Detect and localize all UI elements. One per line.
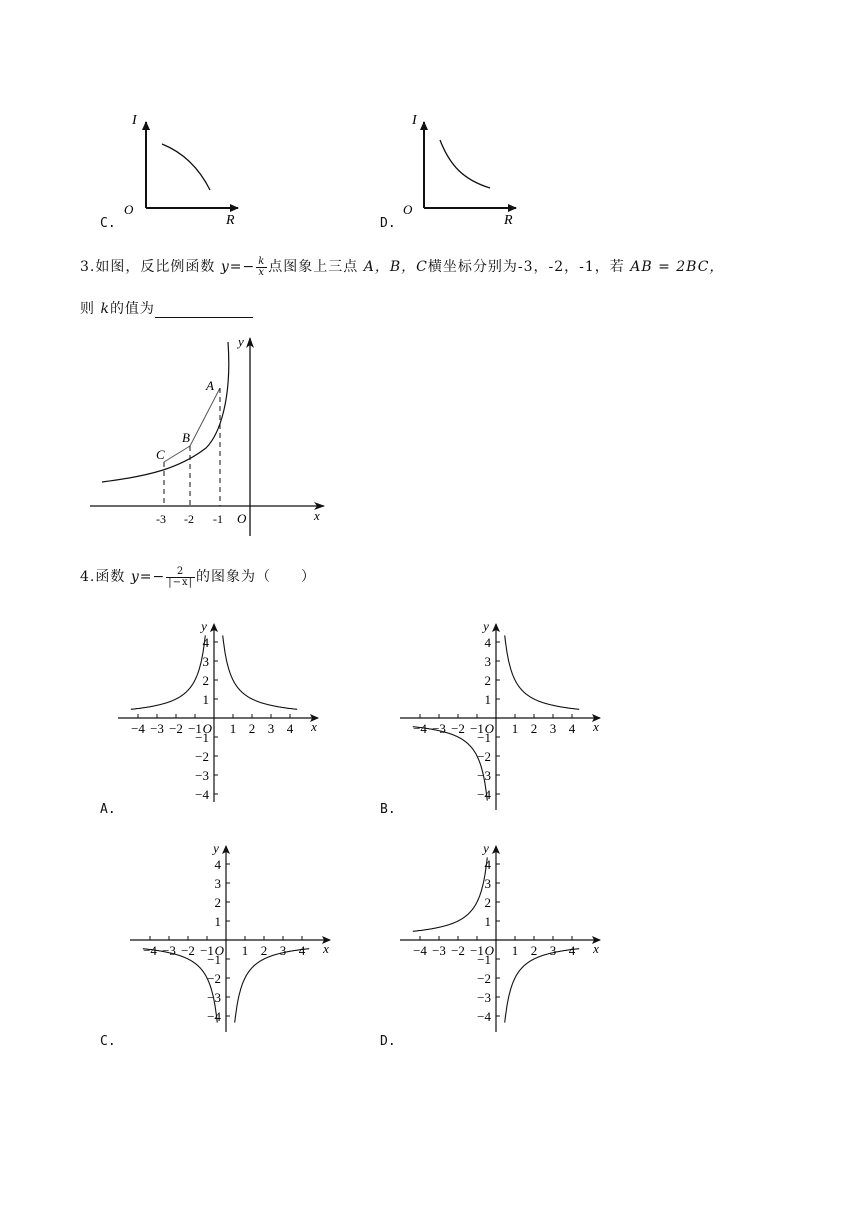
x-tick-label: 2 — [530, 721, 538, 736]
q3-text-b: 点图象上三点 — [268, 259, 359, 275]
x-tick-label: −2 — [181, 943, 195, 958]
answer-blank — [155, 305, 253, 318]
y-tick-label: 4 — [214, 857, 221, 872]
origin-label: O — [484, 721, 494, 736]
curve-left — [413, 727, 488, 801]
r-label: R — [504, 213, 513, 228]
origin-label: O — [403, 202, 413, 217]
q3-text-c: 横坐标分别为-3，-2，-1，若 — [427, 259, 625, 275]
q3-frac-den: x — [258, 266, 266, 278]
option-a-label: A. — [100, 802, 116, 817]
curve-right — [235, 949, 310, 1023]
option-d2-label: D. — [380, 1034, 396, 1049]
curve-left — [143, 949, 218, 1023]
q4-formula-eq: =− — [139, 569, 166, 585]
x-tick-label: −1 — [200, 943, 214, 958]
y-tick-label: 3 — [214, 876, 221, 891]
q4-text-a: 函数 — [95, 569, 126, 585]
origin-label: O — [237, 511, 247, 526]
point-b-label: B — [182, 430, 190, 445]
q3-k: k — [100, 301, 110, 317]
x-tick-label: 3 — [279, 943, 287, 958]
x-tick-label: 4 — [298, 943, 306, 958]
segment-bc — [164, 446, 190, 462]
y-tick-label: 2 — [484, 895, 491, 910]
x-tick-label: −4 — [131, 721, 145, 736]
q3-figure — [80, 330, 340, 545]
x-tick-label: 1 — [511, 721, 519, 736]
y-tick-label: −2 — [477, 749, 491, 764]
option-c2-label: C. — [100, 1034, 116, 1049]
curve-right — [223, 635, 298, 709]
y-axis-label: y — [201, 622, 207, 634]
x-tick-label: 3 — [549, 721, 557, 736]
tick-label-neg2: -2 — [184, 512, 194, 526]
x-tick-label: −2 — [451, 943, 465, 958]
x-tick-label: −4 — [143, 943, 157, 958]
x-tick-label: −2 — [451, 721, 465, 736]
q4-number: 4. — [80, 569, 96, 585]
y-axis-label: y — [238, 334, 244, 349]
q3-line2 — [80, 298, 253, 318]
y-tick-label: 1 — [214, 914, 221, 929]
x-tick-label: 1 — [229, 721, 237, 736]
x-axis-label: x — [323, 941, 329, 956]
tick-label-neg1: -1 — [213, 512, 223, 526]
y-tick-label: −4 — [477, 787, 491, 802]
origin-label: O — [214, 943, 224, 958]
option-b-label: B. — [380, 802, 396, 817]
y-tick-label: −1 — [207, 952, 221, 967]
curve-convex — [440, 140, 490, 188]
y-tick-label: −2 — [207, 971, 221, 986]
x-tick-label: −1 — [470, 721, 484, 736]
curve-right — [505, 635, 580, 709]
curve-left — [413, 857, 488, 931]
y-tick-label: −2 — [477, 971, 491, 986]
q4-frac-den: |−x| — [168, 576, 193, 588]
q3-frac-num: k — [258, 255, 266, 267]
point-a-label: A — [206, 378, 214, 393]
y-tick-label: 4 — [484, 635, 491, 650]
x-tick-label: 1 — [241, 943, 249, 958]
y-tick-label: −1 — [477, 730, 491, 745]
ir-graph-c — [110, 108, 270, 233]
y-tick-label: 4 — [202, 635, 209, 650]
q3-text-a: 如图，反比例函数 — [95, 259, 216, 275]
y-tick-label: 2 — [214, 895, 221, 910]
x-tick-label: −4 — [413, 943, 427, 958]
y-tick-label: 1 — [202, 692, 209, 707]
option-c-label: C. — [100, 216, 116, 231]
q4-text-b: 的图象为（ ） — [195, 569, 316, 585]
x-tick-label: −2 — [169, 721, 183, 736]
x-axis-label: x — [311, 719, 317, 734]
x-axis-label: x — [593, 719, 599, 734]
i-label: I — [132, 113, 137, 128]
y-tick-label: −4 — [477, 1009, 491, 1024]
x-axis-label: x — [593, 941, 599, 956]
y-tick-label: −3 — [477, 768, 491, 783]
x-tick-label: −3 — [162, 943, 176, 958]
ir-graph-d — [390, 108, 550, 233]
i-label: I — [412, 113, 417, 128]
x-tick-label: 2 — [530, 943, 538, 958]
y-tick-label: 2 — [202, 673, 209, 688]
curve-concave — [162, 144, 210, 190]
x-tick-label: 3 — [267, 721, 275, 736]
y-tick-label: 2 — [484, 673, 491, 688]
q3-formula-eq: =− — [229, 259, 256, 275]
y-tick-label: −1 — [195, 730, 209, 745]
y-tick-label: −3 — [207, 990, 221, 1005]
graph-option-b — [400, 622, 610, 812]
x-tick-label: −1 — [188, 721, 202, 736]
x-tick-label: 4 — [568, 721, 576, 736]
y-tick-label: 1 — [484, 914, 491, 929]
q3-formula-lhs: y — [220, 259, 230, 275]
x-tick-label: −3 — [432, 943, 446, 958]
x-tick-label: 4 — [568, 943, 576, 958]
y-tick-label: −4 — [195, 787, 209, 802]
y-tick-label: −4 — [207, 1009, 221, 1024]
y-tick-label: −2 — [195, 749, 209, 764]
segment-ab — [190, 388, 220, 446]
graph-option-d — [400, 844, 610, 1034]
y-tick-label: 1 — [484, 692, 491, 707]
x-tick-label: 3 — [549, 943, 557, 958]
r-label: R — [226, 213, 235, 228]
y-axis-label: y — [213, 844, 219, 856]
q3-number: 3. — [80, 259, 96, 275]
q3-text-e: 的值为 — [109, 301, 155, 317]
x-tick-label: 2 — [260, 943, 268, 958]
x-tick-label: −3 — [432, 721, 446, 736]
q4-line — [80, 566, 316, 588]
y-axis-label: y — [483, 844, 489, 856]
y-tick-label: 4 — [484, 857, 491, 872]
point-c-label: C — [156, 447, 165, 462]
y-tick-label: −1 — [477, 952, 491, 967]
origin-label: O — [484, 943, 494, 958]
curve-left — [131, 635, 206, 709]
origin-label: O — [202, 721, 212, 736]
q3-points: A，B，C — [363, 259, 428, 275]
y-axis-label: y — [483, 622, 489, 634]
graph-option-c — [130, 844, 340, 1034]
q4-fraction — [166, 567, 195, 588]
y-tick-label: 3 — [484, 876, 491, 891]
origin-label: O — [124, 202, 134, 217]
q4-formula-lhs: y — [130, 569, 140, 585]
q3-text-d: 则 — [80, 301, 95, 317]
x-tick-label: 2 — [248, 721, 256, 736]
q3-fraction — [256, 257, 267, 278]
y-tick-label: 3 — [202, 654, 209, 669]
x-tick-label: 1 — [511, 943, 519, 958]
y-tick-label: −3 — [195, 768, 209, 783]
q3-line1 — [80, 256, 724, 278]
q4-frac-num: 2 — [166, 567, 195, 578]
q3-condition: AB = 2BC， — [630, 259, 725, 275]
option-d-label: D. — [380, 216, 396, 231]
graph-option-a — [118, 622, 328, 802]
curve-right — [505, 949, 580, 1023]
x-tick-label: 4 — [286, 721, 294, 736]
tick-label-neg3: -3 — [156, 512, 166, 526]
y-tick-label: 3 — [484, 654, 491, 669]
x-tick-label: −3 — [150, 721, 164, 736]
x-tick-label: −4 — [413, 721, 427, 736]
x-tick-label: −1 — [470, 943, 484, 958]
y-tick-label: −3 — [477, 990, 491, 1005]
x-axis-label: x — [314, 508, 320, 523]
